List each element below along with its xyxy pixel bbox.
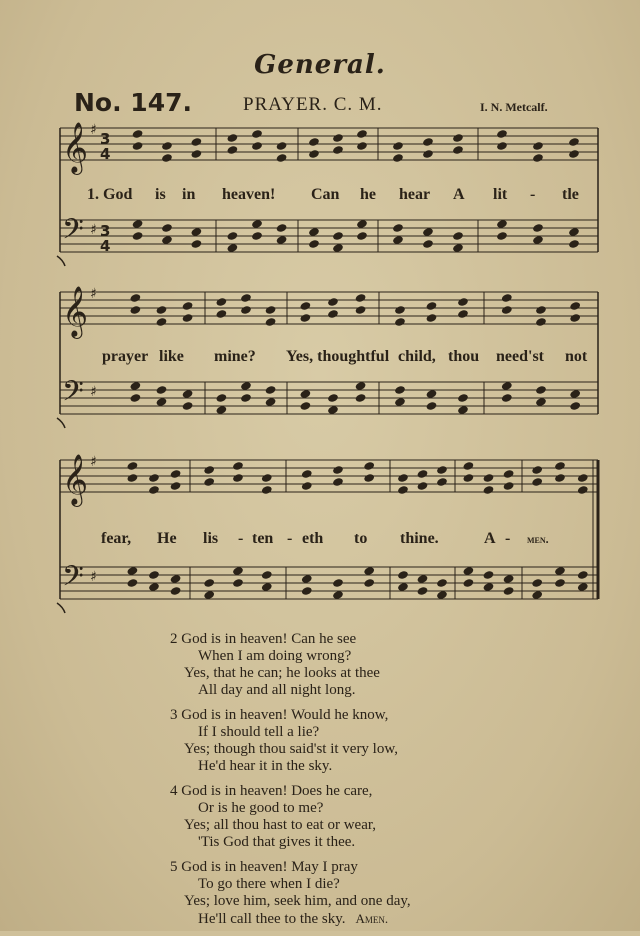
notehead (216, 309, 228, 319)
notehead (203, 578, 215, 588)
notehead (170, 574, 182, 584)
notehead (426, 301, 438, 311)
notehead (483, 485, 495, 495)
lyric-word: like (159, 348, 184, 365)
notehead (261, 473, 273, 483)
verse-line: To go there when I die? (198, 876, 340, 892)
notehead (531, 477, 543, 487)
notehead (232, 473, 244, 483)
notehead (227, 243, 239, 253)
notehead (426, 313, 438, 323)
notehead (170, 469, 182, 479)
notehead (251, 141, 263, 151)
notehead (392, 235, 404, 245)
verse-line: He'd hear it in the sky. (198, 758, 333, 774)
brace (57, 603, 65, 613)
notehead (127, 566, 139, 576)
notehead (356, 141, 368, 151)
notehead (191, 149, 203, 159)
notehead (355, 393, 367, 403)
notehead (531, 465, 543, 475)
lyric-word: tle (562, 186, 579, 203)
lyric-word: thine. (400, 530, 439, 547)
verse-line: Yes; though thou said'st it very low, (184, 741, 398, 757)
notehead (276, 235, 288, 245)
notehead (568, 227, 580, 237)
notehead (532, 235, 544, 245)
notehead (501, 381, 513, 391)
notehead (170, 586, 182, 596)
lyric-word: A (453, 186, 465, 203)
notehead (308, 149, 320, 159)
notehead (227, 145, 239, 155)
notehead (148, 582, 160, 592)
verse-line: Yes; love him, seek him, and one day, (184, 893, 411, 909)
lyric-word: A (484, 530, 496, 547)
notehead (436, 590, 448, 600)
notehead (127, 461, 139, 471)
notehead (422, 137, 434, 147)
notehead (394, 385, 406, 395)
notehead (203, 465, 215, 475)
verse-line: God is in heaven! Can he see (181, 631, 357, 647)
notehead (363, 461, 375, 471)
notehead (251, 129, 263, 139)
notehead (301, 574, 313, 584)
verse-number: 2 (170, 631, 178, 647)
time-signature: 3 (100, 130, 111, 148)
notehead (356, 231, 368, 241)
notehead (569, 401, 581, 411)
notehead (417, 586, 429, 596)
verse-line: When I am doing wrong? (198, 648, 352, 664)
notehead (554, 461, 566, 471)
notehead (569, 301, 581, 311)
notehead (417, 574, 429, 584)
notehead (327, 297, 339, 307)
verse-number: 4 (170, 783, 178, 799)
notehead (240, 305, 252, 315)
notehead (170, 481, 182, 491)
notehead (240, 293, 252, 303)
notehead (577, 485, 589, 495)
key-signature-sharp: ♯ (90, 454, 97, 470)
time-signature: 4 (100, 145, 111, 163)
notehead (355, 381, 367, 391)
lyric-word: is (155, 186, 166, 203)
notehead (463, 566, 475, 576)
notehead (532, 153, 544, 163)
verse-line: God is in heaven! May I pray (181, 859, 358, 875)
notehead (503, 481, 515, 491)
notehead (392, 153, 404, 163)
key-signature-sharp: ♯ (90, 286, 97, 302)
notehead (436, 465, 448, 475)
lyric-word: heaven! (222, 186, 276, 203)
notehead (483, 582, 495, 592)
notehead (227, 133, 239, 143)
notehead (452, 231, 464, 241)
notehead (203, 590, 215, 600)
notehead (397, 582, 409, 592)
notehead (161, 153, 173, 163)
verse-number: 5 (170, 859, 178, 875)
hymn-title: PRAYER. C. M. (243, 94, 383, 115)
time-signature: 3 (100, 222, 111, 240)
verse-line: Yes; all thou hast to eat or wear, (184, 817, 377, 833)
notehead (501, 305, 513, 315)
notehead (535, 317, 547, 327)
notehead (191, 227, 203, 237)
lyric-word: lit (493, 186, 508, 203)
lyric-word: prayer (102, 348, 149, 365)
notehead (554, 566, 566, 576)
notehead (127, 578, 139, 588)
final-amen: Amen. (355, 911, 389, 926)
notehead (568, 137, 580, 147)
notehead (227, 231, 239, 241)
lyric-word: he (360, 186, 376, 203)
composer: I. N. Metcalf. (480, 100, 548, 114)
bass-clef: 𝄢 (62, 375, 84, 415)
notehead (148, 485, 160, 495)
lyric-word: He (157, 530, 177, 547)
notehead (531, 590, 543, 600)
lyric-word: hear (399, 186, 431, 203)
notehead (276, 141, 288, 151)
lyric-word: eth (302, 530, 324, 547)
notehead (276, 153, 288, 163)
notehead (397, 570, 409, 580)
notehead (496, 231, 508, 241)
notehead (452, 145, 464, 155)
notehead (483, 473, 495, 483)
hymn-number: No. 147. (74, 88, 192, 117)
notehead (130, 305, 142, 315)
notehead (568, 149, 580, 159)
notehead (232, 578, 244, 588)
notehead (265, 397, 277, 407)
verse-number: 3 (170, 707, 178, 723)
additional-verses (170, 631, 500, 936)
notehead (394, 397, 406, 407)
notehead (503, 469, 515, 479)
notehead (392, 141, 404, 151)
verse-line: 'Tis God that gives it thee. (198, 834, 356, 850)
notehead (577, 473, 589, 483)
notehead (426, 389, 438, 399)
notehead (308, 137, 320, 147)
notehead (265, 317, 277, 327)
verse-2 (170, 631, 500, 699)
lyric-word: Can (311, 186, 340, 203)
lyric-word: in (182, 186, 196, 203)
notehead (535, 397, 547, 407)
key-signature-sharp: ♯ (90, 122, 97, 138)
notehead (535, 385, 547, 395)
notehead (332, 145, 344, 155)
notehead (463, 578, 475, 588)
notehead (496, 219, 508, 229)
notehead (535, 305, 547, 315)
notehead (426, 401, 438, 411)
notehead (422, 239, 434, 249)
notehead (457, 297, 469, 307)
notehead (332, 243, 344, 253)
notehead (251, 231, 263, 241)
notehead (301, 469, 313, 479)
notehead (457, 393, 469, 403)
notehead (232, 461, 244, 471)
lyric-word: - (238, 530, 244, 547)
notehead (356, 129, 368, 139)
notehead (452, 133, 464, 143)
notehead (300, 313, 312, 323)
notehead (332, 465, 344, 475)
notehead (182, 313, 194, 323)
key-signature-sharp: ♯ (90, 384, 97, 400)
notehead (161, 223, 173, 233)
lyric-word: fear, (101, 530, 132, 547)
notehead (148, 473, 160, 483)
notehead (577, 570, 589, 580)
notehead (216, 297, 228, 307)
treble-clef: 𝄞 (62, 454, 89, 505)
notehead (363, 473, 375, 483)
notehead (355, 305, 367, 315)
notehead (130, 393, 142, 403)
notehead (265, 385, 277, 395)
notehead (327, 393, 339, 403)
notehead (261, 485, 273, 495)
notehead (397, 473, 409, 483)
notehead (191, 239, 203, 249)
notehead (156, 397, 168, 407)
notehead (332, 133, 344, 143)
notehead (308, 227, 320, 237)
notehead (191, 137, 203, 147)
time-signature: 4 (100, 237, 111, 255)
notehead (156, 385, 168, 395)
notehead (554, 473, 566, 483)
notehead (569, 313, 581, 323)
section-title: General. (254, 50, 386, 80)
notehead (308, 239, 320, 249)
verse-5 (170, 859, 500, 928)
notehead (422, 149, 434, 159)
lyric-word: mine? (214, 348, 256, 365)
notehead (203, 477, 215, 487)
notehead (156, 317, 168, 327)
notehead (301, 481, 313, 491)
lyric-word: thou (448, 348, 480, 365)
notehead (327, 309, 339, 319)
notehead (417, 481, 429, 491)
notehead (251, 219, 263, 229)
verse-line: All day and all night long. (198, 682, 356, 698)
lyric-word: child, (398, 348, 436, 365)
notehead (496, 141, 508, 151)
notehead (422, 227, 434, 237)
notehead (457, 405, 469, 415)
notehead (300, 401, 312, 411)
verse-line: If I should tell a lie? (198, 724, 320, 740)
notehead (332, 477, 344, 487)
key-signature-sharp: ♯ (90, 222, 97, 238)
notehead (452, 243, 464, 253)
verse-4 (170, 783, 500, 851)
notehead (182, 389, 194, 399)
lyric-word: lis (203, 530, 219, 547)
bass-clef: 𝄢 (62, 213, 84, 253)
notehead (276, 223, 288, 233)
notehead (417, 469, 429, 479)
brace (57, 418, 65, 428)
notehead (568, 239, 580, 249)
notehead (577, 582, 589, 592)
lyric-word: - (505, 530, 511, 547)
notehead (496, 129, 508, 139)
verse-3 (170, 707, 500, 775)
notehead (532, 223, 544, 233)
notehead (392, 223, 404, 233)
notehead (394, 317, 406, 327)
lyric-word: to (354, 530, 368, 547)
notehead (301, 586, 313, 596)
notehead (148, 570, 160, 580)
notehead (332, 578, 344, 588)
notehead (216, 405, 228, 415)
notehead (463, 461, 475, 471)
notehead (532, 141, 544, 151)
bass-clef: 𝄢 (62, 560, 84, 600)
notehead (355, 293, 367, 303)
notehead (503, 586, 515, 596)
notehead (501, 393, 513, 403)
notehead (397, 485, 409, 495)
notehead (554, 578, 566, 588)
notehead (531, 578, 543, 588)
key-signature-sharp: ♯ (90, 569, 97, 585)
notehead (132, 231, 144, 241)
notehead (232, 566, 244, 576)
notehead (300, 389, 312, 399)
notehead (261, 582, 273, 592)
notehead (130, 381, 142, 391)
notehead (327, 405, 339, 415)
notehead (503, 574, 515, 584)
treble-clef: 𝄞 (62, 122, 89, 173)
notehead (569, 389, 581, 399)
notehead (265, 305, 277, 315)
notehead (356, 219, 368, 229)
lyric-word: - (287, 530, 293, 547)
notehead (436, 578, 448, 588)
notehead (463, 473, 475, 483)
notehead (501, 293, 513, 303)
lyric-word: ten (252, 530, 274, 547)
notehead (363, 578, 375, 588)
lyric-word: 1. God (87, 186, 133, 203)
notehead (240, 381, 252, 391)
notehead (132, 141, 144, 151)
notehead (182, 301, 194, 311)
notehead (261, 570, 273, 580)
notehead (216, 393, 228, 403)
lyric-word: men. (527, 532, 549, 546)
notehead (182, 401, 194, 411)
notehead (132, 219, 144, 229)
notehead (127, 473, 139, 483)
notehead (394, 305, 406, 315)
lyric-word: need'st (496, 348, 544, 365)
treble-clef: 𝄞 (62, 286, 89, 337)
notehead (457, 309, 469, 319)
brace (57, 256, 65, 266)
notehead (161, 141, 173, 151)
verse-line: God is in heaven! Would he know, (181, 707, 389, 723)
notehead (161, 235, 173, 245)
verse-line: Or is he good to me? (198, 800, 324, 816)
notehead (240, 393, 252, 403)
notehead (483, 570, 495, 580)
notehead (130, 293, 142, 303)
verse-line: He'll call thee to the sky. (198, 911, 346, 927)
notehead (332, 231, 344, 241)
verse-line: Yes, that he can; he looks at thee (184, 665, 380, 681)
notehead (132, 129, 144, 139)
notehead (156, 305, 168, 315)
notehead (436, 477, 448, 487)
lyric-word: - (530, 186, 536, 203)
notehead (332, 590, 344, 600)
lyric-word: Yes, thoughtful (286, 348, 390, 365)
notehead (363, 566, 375, 576)
lyric-word: not (565, 348, 588, 365)
verse-line: God is in heaven! Does he care, (181, 783, 373, 799)
notehead (300, 301, 312, 311)
